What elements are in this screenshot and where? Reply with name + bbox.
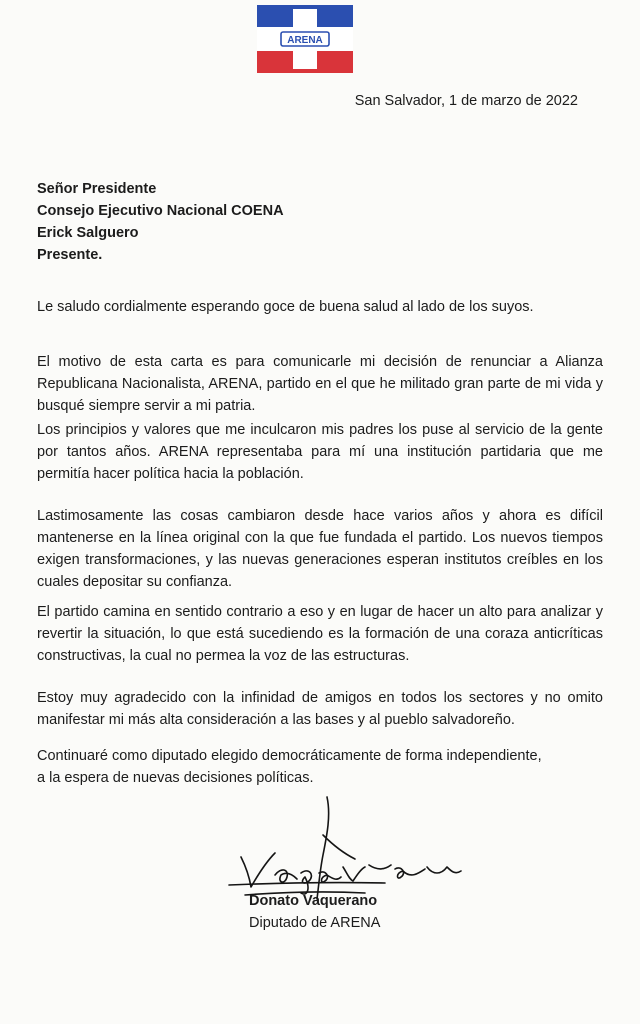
logo-text: ARENA [287,35,323,46]
closing-line-1: Continuaré como diputado elegido democráticamente de forma independiente, [37,748,542,764]
paragraph-principles: Los principios y valores que me inculcaron mis padres los puse al servicio de la gente por tantos años. ARENA representaba para mí una institución partidaria que me permitía hacer política hacia la población. [37,422,603,482]
recipient-title: Señor Presidente [37,181,157,197]
paragraph-changes: Lastimosamente las cosas cambiaron desde hace varios años y ahora es difícil mantenerse en la línea original con la que fue fundada el partido. Los nuevos tiempos exigen transformaciones, y las nuevas generaciones esperan institutos creíbles en los cuales depositar su confianza. [37,508,603,590]
signer-role: Diputado de ARENA [249,915,381,931]
paragraph-direction: El partido camina en sentido contrario a eso y en lugar de hacer un alto para analizar y revertir la situación, lo que está sucediendo es la formación de una coraza anticríticas constructivas, la cual no permea la voz de las estructuras. [37,604,603,664]
signer-name: Donato Vaquerano [249,893,378,909]
date-line: San Salvador, 1 de marzo de 2022 [354,93,578,109]
arena-logo [257,5,353,73]
paragraph-greeting: Le saludo cordialmente esperando goce de buena salud al lado de los suyos. [37,299,534,315]
recipient-presente: Presente. [37,247,103,263]
recipient-name: Erick Salguero [37,225,139,241]
recipient-organization: Consejo Ejecutivo Nacional COENA [37,203,284,219]
paragraph-closing [37,745,603,789]
closing-line-2: a la espera de nuevas decisiones políticas. [37,770,314,786]
recipient-block [37,178,284,266]
paragraph-gratitude: Estoy muy agradecido con la infinidad de amigos en todos los sectores y no omito manifestar mi más alta consideración a las bases y al pueblo salvadoreño. [37,690,603,728]
handwritten-signature [215,795,475,905]
paragraph-resignation: El motivo de esta carta es para comunicarle mi decisión de renunciar a Alianza Republicana Nacionalista, ARENA, partido en el que he militado gran parte de mi vida y busqué siempre servir a mi patria. [37,354,603,414]
